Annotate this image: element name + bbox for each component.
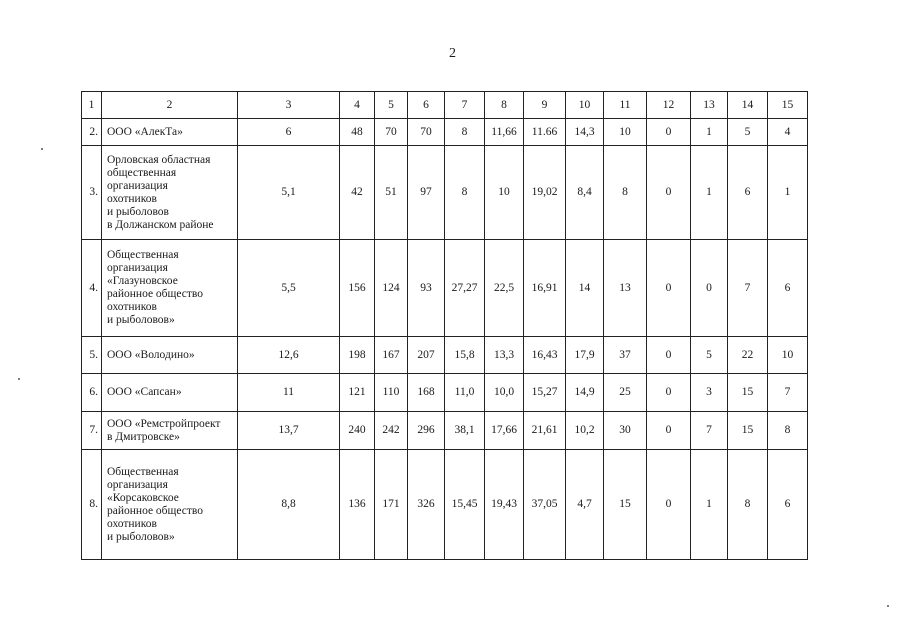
scan-speck <box>41 148 43 150</box>
value-cell: 17,66 <box>485 412 524 450</box>
value-cell: 93 <box>408 240 445 337</box>
value-cell: 5 <box>691 337 728 374</box>
header-row <box>82 92 808 119</box>
value-cell: 0 <box>647 240 691 337</box>
value-cell: 70 <box>375 119 408 146</box>
value-cell: 0 <box>647 119 691 146</box>
value-cell: 0 <box>647 374 691 412</box>
header-cell: 13 <box>691 92 728 119</box>
organization-name: ООО «Володино» <box>102 337 238 374</box>
value-cell: 13,7 <box>238 412 340 450</box>
value-cell: 30 <box>604 412 647 450</box>
value-cell: 1 <box>691 450 728 560</box>
row-number: 2. <box>82 119 102 146</box>
value-cell: 6 <box>238 119 340 146</box>
value-cell: 11,66 <box>485 119 524 146</box>
value-cell: 240 <box>340 412 375 450</box>
header-cell: 5 <box>375 92 408 119</box>
value-cell: 296 <box>408 412 445 450</box>
value-cell: 4 <box>768 119 808 146</box>
value-cell: 8,8 <box>238 450 340 560</box>
data-table <box>81 91 808 560</box>
value-cell: 10 <box>768 337 808 374</box>
value-cell: 168 <box>408 374 445 412</box>
header-cell: 9 <box>524 92 566 119</box>
page-number: 2 <box>449 46 456 61</box>
row-number: 7. <box>82 412 102 450</box>
header-cell: 6 <box>408 92 445 119</box>
value-cell: 13,3 <box>485 337 524 374</box>
value-cell: 124 <box>375 240 408 337</box>
header-cell: 10 <box>566 92 604 119</box>
organization-name: ООО «АлекТа» <box>102 119 238 146</box>
value-cell: 8 <box>768 412 808 450</box>
row-number: 6. <box>82 374 102 412</box>
value-cell: 17,9 <box>566 337 604 374</box>
value-cell: 51 <box>375 146 408 240</box>
value-cell: 198 <box>340 337 375 374</box>
header-cell: 7 <box>445 92 485 119</box>
value-cell: 22 <box>728 337 768 374</box>
row-number: 8. <box>82 450 102 560</box>
value-cell: 10,0 <box>485 374 524 412</box>
header-cell: 14 <box>728 92 768 119</box>
value-cell: 16,91 <box>524 240 566 337</box>
value-cell: 0 <box>647 412 691 450</box>
header-cell: 12 <box>647 92 691 119</box>
table-row <box>82 374 808 412</box>
header-cell: 1 <box>82 92 102 119</box>
value-cell: 22,5 <box>485 240 524 337</box>
value-cell: 7 <box>728 240 768 337</box>
value-cell: 10 <box>604 119 647 146</box>
organization-name: Общественная организация «Глазуновское районное общество охотников и рыболовов» <box>102 240 238 337</box>
row-number: 4. <box>82 240 102 337</box>
value-cell: 70 <box>408 119 445 146</box>
value-cell: 19,43 <box>485 450 524 560</box>
value-cell: 15,45 <box>445 450 485 560</box>
value-cell: 207 <box>408 337 445 374</box>
value-cell: 37,05 <box>524 450 566 560</box>
value-cell: 4,7 <box>566 450 604 560</box>
value-cell: 5,5 <box>238 240 340 337</box>
value-cell: 0 <box>647 146 691 240</box>
value-cell: 121 <box>340 374 375 412</box>
header-cell: 4 <box>340 92 375 119</box>
value-cell: 110 <box>375 374 408 412</box>
value-cell: 242 <box>375 412 408 450</box>
value-cell: 11,0 <box>445 374 485 412</box>
scan-speck <box>18 378 20 380</box>
value-cell: 156 <box>340 240 375 337</box>
header-cell: 8 <box>485 92 524 119</box>
value-cell: 0 <box>647 450 691 560</box>
value-cell: 38,1 <box>445 412 485 450</box>
value-cell: 15,27 <box>524 374 566 412</box>
value-cell: 8 <box>445 146 485 240</box>
table-row <box>82 119 808 146</box>
value-cell: 27,27 <box>445 240 485 337</box>
value-cell: 7 <box>768 374 808 412</box>
value-cell: 15 <box>604 450 647 560</box>
table-row <box>82 146 808 240</box>
value-cell: 5 <box>728 119 768 146</box>
value-cell: 1 <box>691 119 728 146</box>
value-cell: 8 <box>728 450 768 560</box>
value-cell: 1 <box>691 146 728 240</box>
value-cell: 0 <box>691 240 728 337</box>
value-cell: 5,1 <box>238 146 340 240</box>
header-cell: 3 <box>238 92 340 119</box>
value-cell: 326 <box>408 450 445 560</box>
value-cell: 13 <box>604 240 647 337</box>
value-cell: 8 <box>445 119 485 146</box>
value-cell: 37 <box>604 337 647 374</box>
header-cell: 15 <box>768 92 808 119</box>
value-cell: 42 <box>340 146 375 240</box>
value-cell: 167 <box>375 337 408 374</box>
value-cell: 15,8 <box>445 337 485 374</box>
value-cell: 6 <box>768 240 808 337</box>
organization-name: Общественная организация «Корсаковское районное общество охотников и рыболовов» <box>102 450 238 560</box>
value-cell: 0 <box>647 337 691 374</box>
value-cell: 8 <box>604 146 647 240</box>
organization-name: ООО «Ремстройпроект в Дмитровске» <box>102 412 238 450</box>
value-cell: 136 <box>340 450 375 560</box>
row-number: 5. <box>82 337 102 374</box>
value-cell: 7 <box>691 412 728 450</box>
value-cell: 10 <box>485 146 524 240</box>
value-cell: 48 <box>340 119 375 146</box>
value-cell: 25 <box>604 374 647 412</box>
value-cell: 21,61 <box>524 412 566 450</box>
organization-name: ООО «Сапсан» <box>102 374 238 412</box>
header-cell: 2 <box>102 92 238 119</box>
value-cell: 3 <box>691 374 728 412</box>
value-cell: 6 <box>728 146 768 240</box>
table-row <box>82 337 808 374</box>
value-cell: 10,2 <box>566 412 604 450</box>
value-cell: 6 <box>768 450 808 560</box>
value-cell: 15 <box>728 412 768 450</box>
value-cell: 14 <box>566 240 604 337</box>
table-row <box>82 450 808 560</box>
table-row <box>82 412 808 450</box>
value-cell: 8,4 <box>566 146 604 240</box>
value-cell: 97 <box>408 146 445 240</box>
value-cell: 16,43 <box>524 337 566 374</box>
value-cell: 15 <box>728 374 768 412</box>
value-cell: 14,3 <box>566 119 604 146</box>
value-cell: 1 <box>768 146 808 240</box>
value-cell: 19,02 <box>524 146 566 240</box>
value-cell: 171 <box>375 450 408 560</box>
value-cell: 12,6 <box>238 337 340 374</box>
value-cell: 11 <box>238 374 340 412</box>
organization-name: Орловская областная общественная организация охотников и рыболовов в Должанском районе <box>102 146 238 240</box>
header-cell: 11 <box>604 92 647 119</box>
row-number: 3. <box>82 146 102 240</box>
value-cell: 11.66 <box>524 119 566 146</box>
value-cell: 14,9 <box>566 374 604 412</box>
scan-speck <box>887 605 889 607</box>
table-row <box>82 240 808 337</box>
